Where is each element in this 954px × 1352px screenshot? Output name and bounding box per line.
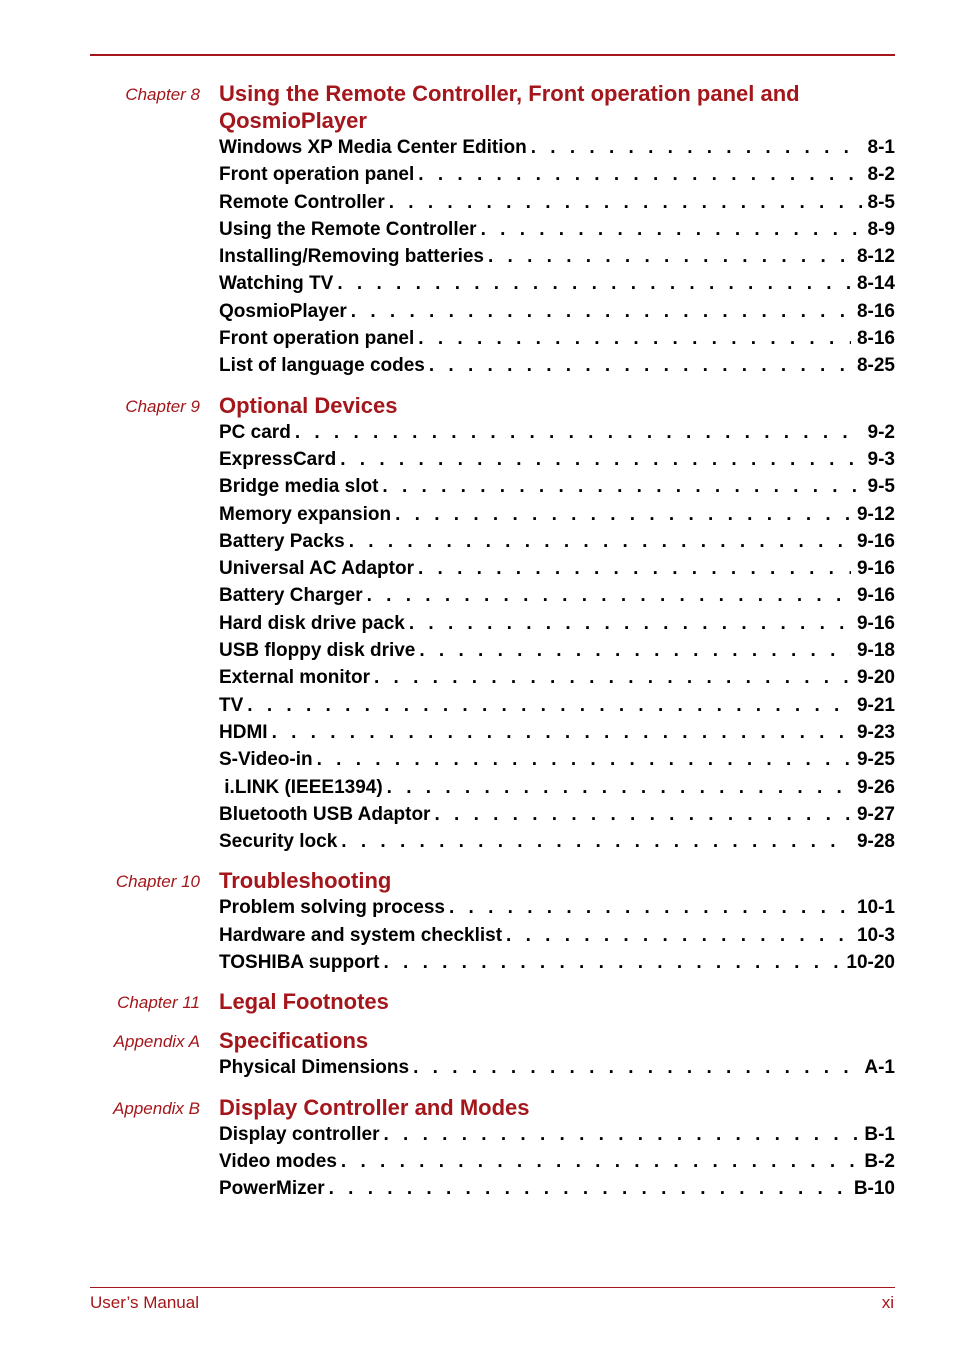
section-gap xyxy=(0,380,954,392)
toc-entry-page: 8-9 xyxy=(867,218,895,240)
footer-manual-title: User’s Manual xyxy=(90,1293,199,1312)
section-gap xyxy=(0,1082,954,1094)
toc-entry[interactable] xyxy=(219,216,895,243)
toc-entry-title: Remote Controller xyxy=(219,191,385,213)
toc-entry-title: Bluetooth USB Adaptor xyxy=(219,803,431,825)
toc-entry-page: 8-14 xyxy=(856,273,895,295)
toc-entry-title: PowerMizer xyxy=(219,1178,325,1200)
section-gap xyxy=(0,855,954,867)
toc-entry[interactable] xyxy=(219,243,895,270)
toc-entry-page: 9-28 xyxy=(856,831,895,853)
toc-entry[interactable] xyxy=(219,528,895,555)
chapter-title[interactable]: Optional Devices xyxy=(219,392,398,418)
toc-entry-title: TV xyxy=(219,694,244,716)
dot-leader xyxy=(378,473,861,500)
toc-entry-page: 8-12 xyxy=(856,246,895,268)
toc-entry[interactable] xyxy=(219,949,895,976)
toc-entry-page: 9-26 xyxy=(856,776,895,798)
toc-entry-title: Bridge media slot xyxy=(219,476,379,498)
toc-entry[interactable] xyxy=(219,555,895,582)
toc-entry[interactable] xyxy=(219,664,895,691)
chapter-label: Chapter 8 xyxy=(125,85,200,104)
toc-section xyxy=(0,392,954,856)
toc-entry-title: Hard disk drive pack xyxy=(219,612,405,634)
chapter-title[interactable]: Display Controller and Modes xyxy=(219,1094,530,1120)
toc-entry-title: QosmioPlayer xyxy=(219,300,347,322)
dot-leader xyxy=(477,216,862,243)
toc-entry[interactable] xyxy=(219,446,895,473)
dot-leader xyxy=(391,501,851,528)
dot-leader xyxy=(325,1175,848,1202)
dot-leader xyxy=(502,922,851,949)
toc-entry-page: B-2 xyxy=(864,1150,895,1172)
chapter-label: Chapter 10 xyxy=(115,872,200,892)
toc-entry-page: A-1 xyxy=(864,1057,895,1079)
dot-leader xyxy=(409,1054,858,1081)
toc-entry-title: Using the Remote Controller xyxy=(219,218,477,240)
dot-leader xyxy=(414,325,851,352)
dot-leader xyxy=(336,446,861,473)
dot-leader xyxy=(337,1148,858,1175)
dot-leader xyxy=(379,949,840,976)
toc-entry-page: 10-1 xyxy=(856,897,895,919)
section-gap xyxy=(0,1015,954,1027)
toc-entry-page: 9-27 xyxy=(856,803,895,825)
toc-entry-title: Watching TV xyxy=(219,273,334,295)
toc-entry-title: Front operation panel xyxy=(219,328,415,350)
chapter-label: Chapter 11 xyxy=(117,993,200,1013)
toc-entry-page: 9-20 xyxy=(856,667,895,689)
toc-entry[interactable] xyxy=(219,189,895,216)
footer-page-number: xi xyxy=(881,1293,894,1312)
chapter-title[interactable]: Specifications xyxy=(219,1028,369,1054)
dot-leader xyxy=(313,746,851,773)
dot-leader xyxy=(484,243,851,270)
toc-entry[interactable] xyxy=(219,692,895,719)
toc-entry-page: 8-16 xyxy=(856,300,895,322)
toc-entry-page: 9-5 xyxy=(867,476,895,498)
chapter-label: Chapter 9 xyxy=(125,396,200,416)
toc-entry-title: USB floppy disk drive xyxy=(219,640,416,662)
chapter-label: Appendix B xyxy=(113,1098,200,1118)
toc-entry-title: PC card xyxy=(219,421,291,443)
toc-entry-page: 8-2 xyxy=(867,164,895,186)
toc-entry-page: 9-2 xyxy=(867,421,895,443)
toc-entry-page: 9-25 xyxy=(856,749,895,771)
toc-entry-title: Installing/Removing batteries xyxy=(219,246,484,268)
dot-leader xyxy=(430,801,851,828)
section-gap xyxy=(0,976,954,988)
dot-leader xyxy=(370,664,851,691)
toc-section xyxy=(0,988,954,1015)
toc-entry-page: 9-21 xyxy=(856,694,895,716)
toc-entry[interactable] xyxy=(219,134,895,161)
toc-entry-title: List of language codes xyxy=(219,355,425,377)
toc-entry-page: 8-1 xyxy=(867,137,895,158)
toc-entry-title: Hardware and system checklist xyxy=(219,924,503,946)
toc-entry-title: Universal AC Adaptor xyxy=(219,558,414,580)
toc-entry-title: ExpressCard xyxy=(219,448,337,470)
toc-entry[interactable] xyxy=(219,637,895,664)
toc-entry[interactable] xyxy=(219,1121,895,1148)
toc-entry-title: Windows XP Media Center Edition xyxy=(219,137,527,158)
toc-entry[interactable] xyxy=(219,1148,895,1175)
toc-entry-title: Front operation panel xyxy=(219,164,415,186)
toc-entry[interactable] xyxy=(219,610,895,637)
dot-leader xyxy=(414,555,851,582)
chapter-title[interactable]: Using the Remote Controller, Front operation panel and QosmioPlayer xyxy=(219,81,800,133)
toc-entry[interactable] xyxy=(219,1175,895,1202)
dot-leader xyxy=(380,1121,859,1148)
toc-entry-title: i.LINK (IEEE1394) xyxy=(219,776,383,798)
toc-entry-title: External monitor xyxy=(219,667,370,689)
toc-entry-page: 9-23 xyxy=(856,721,895,743)
toc-entry-page: 9-16 xyxy=(856,585,895,607)
table-of-contents xyxy=(0,80,954,1203)
dot-leader xyxy=(414,161,861,188)
dot-leader xyxy=(445,894,851,921)
toc-entry-page: 10-3 xyxy=(856,924,895,946)
dot-leader xyxy=(337,828,851,855)
toc-entry[interactable] xyxy=(219,419,895,446)
toc-entry-page: 9-16 xyxy=(856,530,895,552)
toc-entry-page: 10-20 xyxy=(846,952,895,974)
toc-entry-page: B-10 xyxy=(853,1178,895,1200)
toc-entry-page: B-1 xyxy=(864,1123,895,1145)
toc-entry-page: 9-16 xyxy=(856,612,895,634)
dot-leader xyxy=(291,419,862,446)
toc-entry[interactable] xyxy=(219,161,895,188)
toc-section xyxy=(0,1027,954,1081)
toc-entry[interactable] xyxy=(219,270,895,297)
toc-entry-title: Problem solving process xyxy=(219,897,445,919)
toc-entry-page: 9-12 xyxy=(856,503,895,525)
dot-leader xyxy=(383,774,851,801)
toc-entry-title: HDMI xyxy=(219,721,268,743)
toc-entry-page: 9-18 xyxy=(856,640,895,662)
dot-leader xyxy=(347,298,851,325)
dot-leader xyxy=(333,270,851,297)
toc-entry[interactable] xyxy=(219,1054,895,1081)
toc-entry-title: Battery Charger xyxy=(219,585,363,607)
chapter-title[interactable]: Legal Footnotes xyxy=(219,989,389,1015)
toc-entry-title: Video modes xyxy=(219,1150,337,1172)
dot-leader xyxy=(405,610,851,637)
dot-leader xyxy=(243,692,851,719)
toc-entry-title: Display controller xyxy=(219,1123,380,1145)
toc-entry[interactable] xyxy=(219,922,895,949)
toc-entry-title: Security lock xyxy=(219,831,338,853)
chapter-label: Appendix A xyxy=(113,1032,200,1052)
footer-rule xyxy=(90,1287,895,1288)
toc-entry-page: 9-16 xyxy=(856,558,895,580)
toc-entry[interactable] xyxy=(219,894,895,921)
dot-leader xyxy=(363,582,851,609)
toc-entry[interactable] xyxy=(219,298,895,325)
toc-entry-page: 8-25 xyxy=(856,355,895,377)
toc-entry[interactable] xyxy=(219,582,895,609)
toc-entry[interactable] xyxy=(219,352,895,379)
toc-entry[interactable] xyxy=(219,801,895,828)
toc-section xyxy=(0,867,954,976)
toc-entry-page: 8-16 xyxy=(856,328,895,350)
toc-entry-title: Memory expansion xyxy=(219,503,392,525)
dot-leader xyxy=(268,719,851,746)
toc-entry[interactable] xyxy=(219,828,895,855)
toc-section xyxy=(0,1094,954,1203)
toc-entry-page: 8-5 xyxy=(867,191,895,213)
toc-entry[interactable] xyxy=(219,473,895,500)
dot-leader xyxy=(527,134,862,161)
toc-entry[interactable] xyxy=(219,746,895,773)
dot-leader xyxy=(385,189,862,216)
toc-entry[interactable] xyxy=(219,774,895,801)
toc-entry[interactable] xyxy=(219,719,895,746)
dot-leader xyxy=(415,637,851,664)
toc-entry-title: TOSHIBA support xyxy=(219,952,380,974)
toc-entry-title: Battery Packs xyxy=(219,530,345,552)
toc-entry[interactable] xyxy=(219,325,895,352)
header-rule xyxy=(90,54,895,56)
toc-entry-page: 9-3 xyxy=(867,448,895,470)
toc-entry-title: Physical Dimensions xyxy=(219,1057,410,1079)
chapter-title[interactable]: Troubleshooting xyxy=(219,868,392,894)
dot-leader xyxy=(345,528,851,555)
toc-entry-title: S-Video-in xyxy=(219,749,313,771)
toc-entry[interactable] xyxy=(219,501,895,528)
dot-leader xyxy=(425,352,851,379)
toc-section xyxy=(0,80,954,380)
